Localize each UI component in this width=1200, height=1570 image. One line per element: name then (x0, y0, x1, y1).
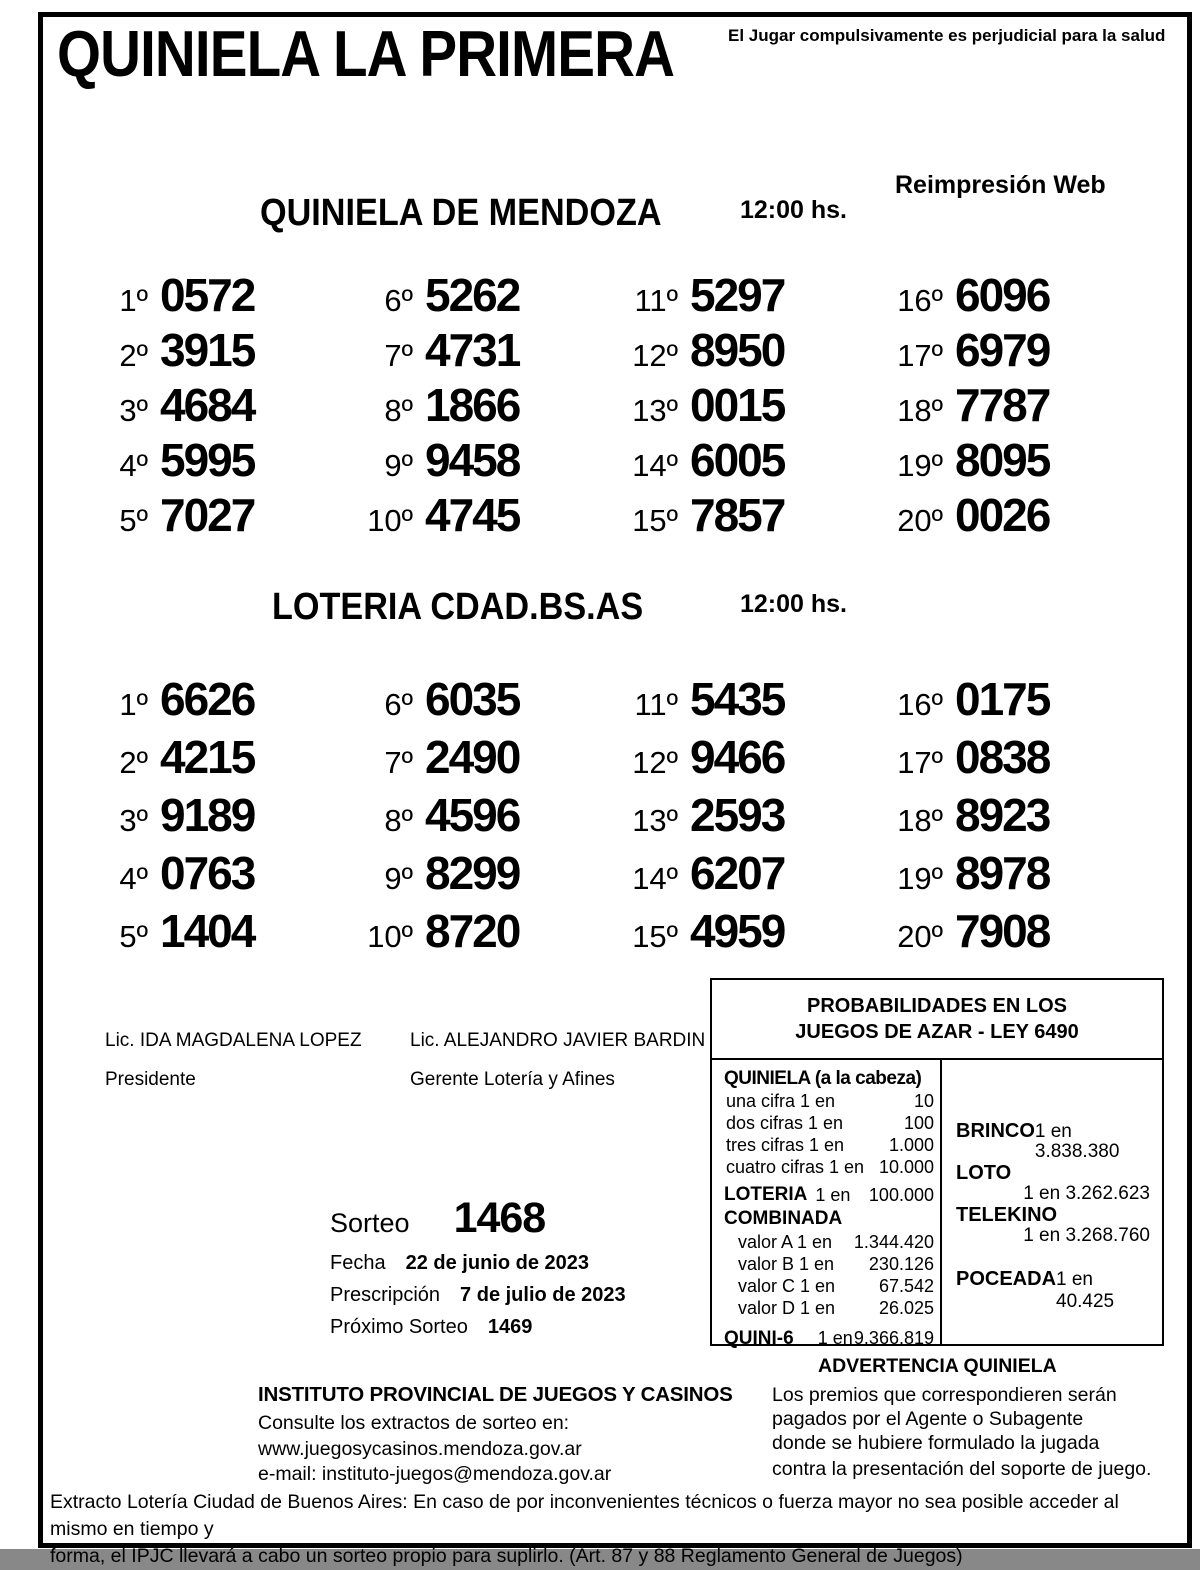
result-number: 8095 (955, 434, 1050, 486)
odds-value: 1 en 3.838.380 (1034, 1121, 1120, 1162)
result-row (618, 672, 883, 730)
draw-date-label: Fecha (330, 1252, 386, 1274)
result-row (618, 268, 883, 323)
odds-label: tres cifras 1 en (726, 1135, 845, 1155)
institute-contact-line: Consulte los extractos de sorteo en: (258, 1412, 570, 1434)
result-row (618, 378, 883, 433)
result-row (618, 788, 883, 846)
result-row (618, 904, 883, 962)
official-name: Lic. IDA MAGDALENA LOPEZ (105, 1030, 362, 1051)
odds-label: valor C 1 en (738, 1276, 836, 1296)
result-position: 20º (897, 919, 943, 954)
odds-value: 26.025 (878, 1298, 934, 1318)
result-row (88, 904, 353, 962)
odds-row (724, 1156, 934, 1178)
result-number: 8720 (425, 905, 520, 957)
result-position: 7º (384, 745, 413, 780)
probabilities-left-column (712, 1060, 942, 1349)
result-position: 17º (897, 745, 943, 780)
footer-note (50, 1489, 1170, 1570)
odds-value: 1.344.420 (853, 1232, 934, 1252)
odds-row (724, 1134, 934, 1156)
result-position: 5º (119, 503, 148, 538)
draw-number-label: Sorteo (330, 1208, 410, 1238)
result-number: 3915 (160, 324, 255, 376)
result-row (353, 323, 618, 378)
result-row (618, 488, 883, 543)
result-position: 14º (632, 448, 678, 483)
probabilities-body (712, 1060, 1162, 1349)
result-number: 0015 (690, 379, 785, 431)
odds-value: 100 (903, 1113, 934, 1133)
next-draw-row (330, 1316, 626, 1339)
result-position: 3º (119, 803, 148, 838)
result-row (618, 323, 883, 378)
result-row (88, 672, 353, 730)
odds-value: 1.000 (888, 1135, 934, 1155)
result-number: 9458 (425, 434, 520, 486)
result-row (883, 378, 1148, 433)
page-title (57, 16, 766, 91)
result-position: 10º (367, 919, 413, 954)
result-position: 2º (119, 745, 148, 780)
result-position: 5º (119, 919, 148, 954)
odds-value: 1 en 40.425 (1056, 1269, 1115, 1312)
odds-label: valor A 1 en (738, 1232, 833, 1252)
results-column (883, 268, 1148, 543)
result-row (88, 488, 353, 543)
result-position: 15º (632, 503, 678, 538)
result-position: 4º (119, 861, 148, 896)
result-number: 6005 (690, 434, 785, 486)
odds-row (724, 1275, 934, 1297)
result-position: 1º (119, 283, 148, 318)
result-position: 11º (634, 687, 678, 722)
institute-contact-line: e-mail: instituto-juegos@mendoza.gov.ar (258, 1463, 612, 1485)
quiniela-odds-rows (724, 1090, 934, 1178)
bsas-results-grid (88, 672, 1148, 962)
loto-odds (956, 1162, 1150, 1204)
advertencia-title: ADVERTENCIA QUINIELA (818, 1355, 1057, 1377)
result-number: 7857 (690, 489, 785, 541)
result-number: 8299 (425, 847, 520, 899)
result-number: 7908 (955, 905, 1050, 957)
result-number: 4731 (425, 324, 520, 376)
result-position: 15º (632, 919, 678, 954)
result-number: 8923 (955, 789, 1050, 841)
result-number: 2593 (690, 789, 785, 841)
result-row (88, 788, 353, 846)
odds-label: una cifra 1 en (726, 1091, 836, 1111)
result-number: 5297 (690, 269, 785, 321)
result-number: 4596 (425, 789, 520, 841)
odds-value: 10 (913, 1091, 934, 1111)
result-number: 8978 (955, 847, 1050, 899)
result-number: 5435 (690, 673, 785, 725)
combinada-odds-rows (724, 1231, 934, 1319)
result-number: 0572 (160, 269, 255, 321)
advertencia-line: pagados por el Agente o Subagente (772, 1408, 1084, 1431)
result-row (883, 433, 1148, 488)
result-row (353, 730, 618, 788)
mendoza-section-title: QUINIELA DE MENDOZA (260, 192, 662, 234)
result-row (883, 268, 1148, 323)
result-row (353, 433, 618, 488)
results-column (618, 672, 883, 962)
result-row (353, 788, 618, 846)
result-position: 8º (384, 803, 413, 838)
result-number: 4684 (160, 379, 255, 431)
institute-contact-lines (258, 1411, 733, 1488)
odds-value: 1 en 3.268.760 (1023, 1225, 1150, 1246)
result-row (883, 846, 1148, 904)
result-row (88, 378, 353, 433)
prescription-value: 7 de julio de 2023 (460, 1284, 626, 1306)
odds-row (724, 1231, 934, 1253)
odds-value: 100.000 (868, 1185, 934, 1205)
result-number: 0763 (160, 847, 255, 899)
result-number: 6096 (955, 269, 1050, 321)
result-position: 19º (897, 448, 943, 483)
official-signature (105, 1030, 410, 1091)
result-position: 1º (119, 687, 148, 722)
draw-number-row (330, 1194, 626, 1243)
result-position: 6º (384, 687, 413, 722)
advertencia-lines (772, 1383, 1172, 1481)
result-number: 7027 (160, 489, 255, 541)
results-column (353, 268, 618, 543)
odds-label: POCEADA (956, 1268, 1057, 1290)
advertencia-block (772, 1355, 1172, 1481)
result-position: 7º (384, 338, 413, 373)
result-position: 8º (384, 393, 413, 428)
draw-number-value: 1468 (453, 1194, 546, 1242)
result-row (353, 268, 618, 323)
result-number: 4959 (690, 905, 785, 957)
result-row (618, 433, 883, 488)
result-row (618, 730, 883, 788)
result-row (353, 488, 618, 543)
odds-label: cuatro cifras 1 en (726, 1157, 865, 1177)
odds-row (724, 1297, 934, 1319)
result-position: 16º (897, 687, 943, 722)
result-number: 6979 (955, 324, 1050, 376)
results-column (353, 672, 618, 962)
result-number: 5995 (160, 434, 255, 486)
result-number: 1404 (160, 905, 255, 957)
result-position: 3º (119, 393, 148, 428)
result-row (88, 846, 353, 904)
result-row (883, 788, 1148, 846)
result-position: 6º (384, 283, 413, 318)
institute-block (258, 1383, 733, 1488)
result-row (353, 378, 618, 433)
result-row (88, 268, 353, 323)
odds-label: valor D 1 en (738, 1298, 836, 1318)
odds-row (724, 1253, 934, 1275)
odds-value: 10.000 (878, 1157, 934, 1177)
reprint-label: Reimpresión Web (895, 171, 1106, 199)
results-column (88, 672, 353, 962)
result-row (88, 323, 353, 378)
brinco-odds (956, 1120, 1150, 1162)
result-position: 18º (897, 803, 943, 838)
odds-label: LOTERIA (724, 1184, 808, 1205)
next-draw-value: 1469 (487, 1316, 533, 1338)
telekino-odds (956, 1204, 1150, 1246)
probabilities-right-column (942, 1060, 1162, 1344)
result-number: 4745 (425, 489, 520, 541)
prescription-label: Prescripción (330, 1284, 441, 1306)
draw-info-block (330, 1194, 626, 1339)
odds-value: 9.366.819 (853, 1328, 934, 1348)
mendoza-results-grid (88, 268, 1148, 543)
result-number: 0175 (955, 673, 1050, 725)
results-column (88, 268, 353, 543)
result-position: 12º (632, 338, 678, 373)
result-row (353, 672, 618, 730)
result-number: 0026 (955, 489, 1050, 541)
result-number: 7787 (955, 379, 1050, 431)
result-number: 2490 (425, 731, 520, 783)
result-row (353, 846, 618, 904)
odds-label: valor B 1 en (738, 1254, 835, 1274)
results-column (618, 268, 883, 543)
official-signature (410, 1030, 705, 1091)
result-row (883, 904, 1148, 962)
quini6-odds-row: QUINI-6 1 en 9.366.819 (724, 1328, 934, 1349)
gambling-warning-text: El Jugar compulsivamente es perjudicial para la salud (728, 26, 1166, 45)
result-row (88, 730, 353, 788)
result-position: 12º (632, 745, 678, 780)
result-number: 6035 (425, 673, 520, 725)
result-position: 13º (632, 803, 678, 838)
footer-line: forma, el IPJC llevará a cabo un sorteo propio para suplirlo. (Art. 87 y 88 Reglamento General de Juegos) (50, 1545, 963, 1567)
odds-label: dos cifras 1 en (726, 1113, 844, 1133)
result-position: 9º (384, 448, 413, 483)
official-name: Lic. ALEJANDRO JAVIER BARDIN (410, 1030, 706, 1051)
result-position: 10º (367, 503, 413, 538)
odds-label: BRINCO (956, 1120, 1035, 1142)
result-row (883, 323, 1148, 378)
result-number: 5262 (425, 269, 520, 321)
page-title-text: QUINIELA LA PRIMERA (57, 17, 675, 90)
odds-label: TELEKINO (956, 1204, 1058, 1226)
result-number: 8950 (690, 324, 785, 376)
result-number: 9466 (690, 731, 785, 783)
result-position: 9º (384, 861, 413, 896)
probabilities-box (710, 978, 1164, 1349)
result-row (883, 672, 1148, 730)
result-position: 11º (634, 283, 678, 318)
bsas-draw-time: 12:00 hs. (740, 590, 848, 618)
result-row (353, 904, 618, 962)
advertencia-line: contra la presentación del soporte de juego. (772, 1457, 1152, 1480)
probabilities-title: PROBABILIDADES EN LOS JUEGOS DE AZAR - LEY 6490 (712, 980, 1162, 1060)
result-position: 17º (897, 338, 943, 373)
advertencia-line: Los premios que correspondieren serán (772, 1384, 1117, 1406)
odds-label: QUINI-6 (724, 1328, 794, 1349)
poceada-odds (956, 1268, 1150, 1313)
result-position: 13º (632, 393, 678, 428)
next-draw-label: Próximo Sorteo (330, 1316, 468, 1338)
result-number: 6626 (160, 673, 255, 725)
result-number: 4215 (160, 731, 255, 783)
result-row (883, 730, 1148, 788)
result-position: 19º (897, 861, 943, 896)
institute-contact-line: www.juegosycasinos.mendoza.gov.ar (258, 1437, 582, 1460)
prescription-row (330, 1284, 626, 1307)
odds-row (724, 1112, 934, 1134)
bsas-section-title: LOTERIA CDAD.BS.AS (272, 586, 644, 628)
result-row (618, 846, 883, 904)
quiniela-odds-header: QUINIELA (a la cabeza) (724, 1068, 922, 1089)
result-row (883, 488, 1148, 543)
odds-label: LOTO (956, 1162, 1012, 1184)
odds-value: 1 en 3.262.623 (1023, 1183, 1150, 1204)
result-position: 2º (119, 338, 148, 373)
odds-row (724, 1090, 934, 1112)
result-position: 20º (897, 503, 943, 538)
officials-block (105, 1030, 705, 1091)
loteria-odds-row: LOTERIA 1 en 100.000 (724, 1184, 934, 1205)
odds-value: 67.542 (878, 1276, 934, 1296)
results-column (883, 672, 1148, 962)
result-position: 18º (897, 393, 943, 428)
combinada-odds-header: COMBINADA (724, 1208, 843, 1229)
result-number: 9189 (160, 789, 255, 841)
result-number: 0838 (955, 731, 1050, 783)
result-number: 6207 (690, 847, 785, 899)
footer-line: Extracto Lotería Ciudad de Buenos Aires: En caso de por inconvenientes técnicos o fuerza mayor no sea posible acceder al mismo en tiempo y (50, 1491, 1119, 1540)
result-position: 14º (632, 861, 678, 896)
official-role: Gerente Lotería y Afines (410, 1069, 615, 1090)
odds-value: 230.126 (868, 1254, 934, 1274)
result-number: 1866 (425, 379, 520, 431)
result-position: 16º (897, 283, 943, 318)
advertencia-line: donde se hubiere formulado la jugada (772, 1432, 1100, 1455)
draw-date-value: 22 de junio de 2023 (405, 1252, 590, 1274)
draw-date-row (330, 1252, 626, 1275)
institute-name: INSTITUTO PROVINCIAL DE JUEGOS Y CASINOS (258, 1383, 733, 1406)
result-position: 4º (119, 448, 148, 483)
official-role: Presidente (105, 1069, 196, 1090)
mendoza-draw-time: 12:00 hs. (740, 196, 848, 224)
result-row (88, 433, 353, 488)
